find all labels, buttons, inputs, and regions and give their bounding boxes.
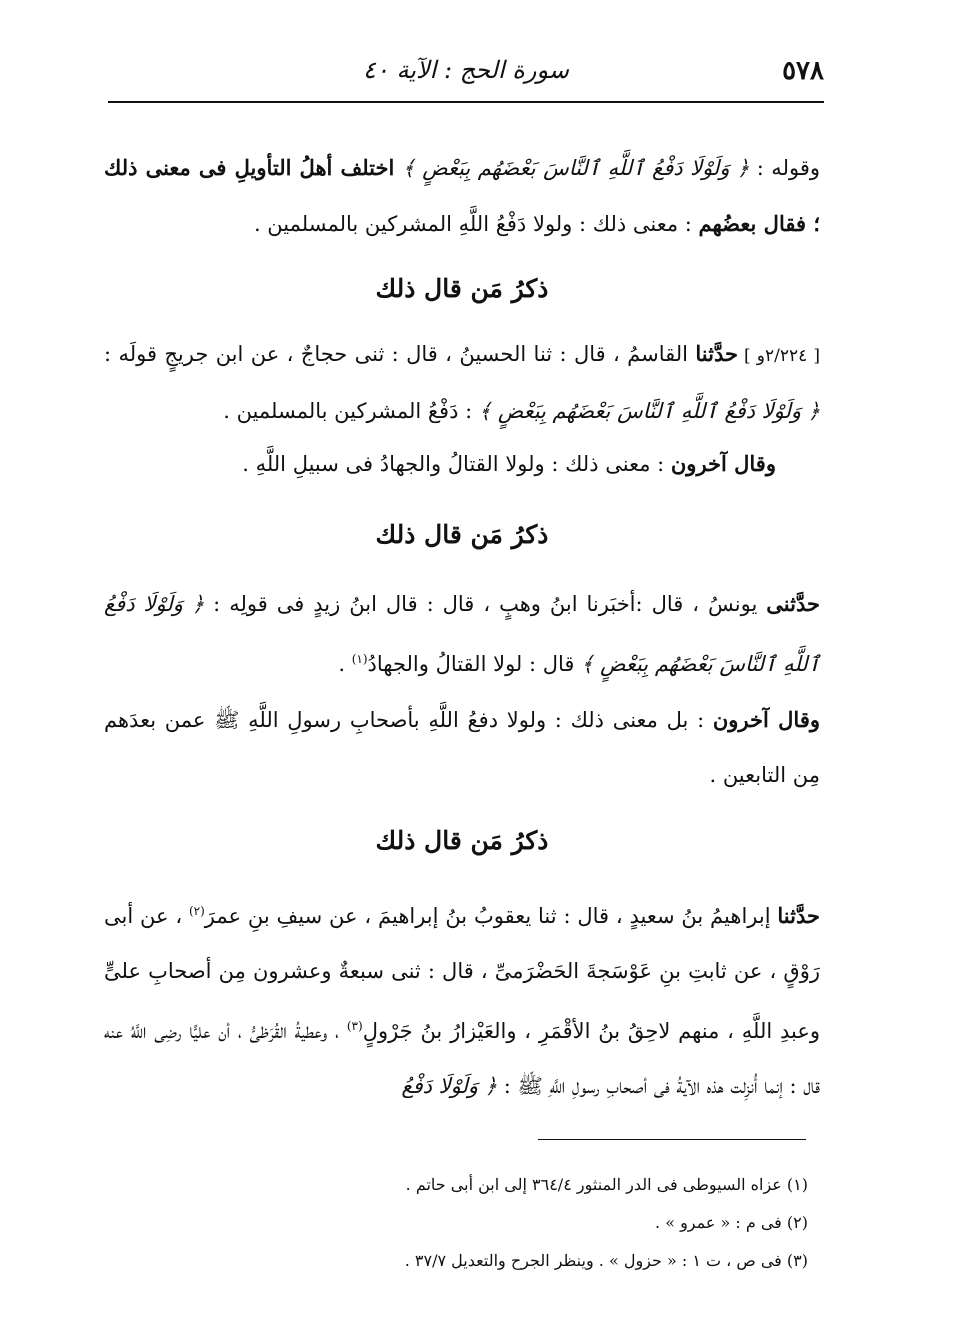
- text-run: : معنى ذلك : ولولا القتالُ والجهادُ فى سبيلِ اللَّهِ .: [242, 452, 671, 476]
- folio-reference: [ ٢/٢٢٤و ]: [737, 346, 820, 366]
- quran-verse: ﴿ وَلَوْلَا دَفْعُ ٱللَّهِ ٱلنَّاسَ بَعْضَهُم بِبَعْضٍ ﴾: [104, 592, 820, 676]
- page-number: ٥٧٨: [782, 56, 824, 86]
- text-run: .: [338, 652, 352, 676]
- narration-lead: حدَّثنا: [695, 341, 738, 366]
- text-run: إبراهيمُ بنُ سعيدٍ ، قال : ثنا يعقوبُ بنُ إبراهيمَ ، عن سيفِ بنِ عمرَ: [204, 904, 778, 928]
- footnotes: [104, 1166, 808, 1280]
- narration-lead: حدَّثنى: [766, 591, 820, 616]
- page-header: [108, 56, 824, 96]
- quran-verse: ﴿ وَلَوْلَا دَفْعُ ٱللَّهِ ٱلنَّاسَ بَعْضَهُم بِبَعْضٍ ﴾: [402, 156, 750, 180]
- footnote-marker: (٢): [188, 904, 205, 918]
- paragraph-2: [104, 326, 820, 439]
- quran-verse: ﴿ وَلَوْلَا دَفْعُ ٱللَّهِ ٱلنَّاسَ بَعْضَهُم بِبَعْضٍ ﴾: [478, 399, 820, 423]
- narration-lead: حدَّثنا: [777, 903, 820, 928]
- footnote-2: (٢) فى م : « عمرو » .: [655, 1213, 808, 1232]
- text-run: : معنى ذلك : ولولا دَفْعُ اللَّهِ المشركين بالمسلمين .: [253, 212, 699, 236]
- text-run: ، عن أبى رَوْقٍ ، عن ثابتِ بنِ عَوْسَجةَ الحَضْرَمىِّ ، قال : ثنى سبعةٌ وعشرون مِن أصحابِ علىٍّ وعبدِ اللَّهِ ، منهم لاحِقُ بنُ الأقْمَرِ ، والعَيْزارُ بنُ جَرْولٍ: [104, 904, 821, 1043]
- text-run: : دَفْعُ المشركين بالمسلمين .: [223, 399, 479, 423]
- section-heading-3: ذكرُ مَن قال ذلك: [375, 826, 549, 855]
- header-rule: [108, 101, 824, 103]
- text-run: : بل معنى ذلك : ولولا دفعُ اللَّهِ بأصحابِ رسولِ اللَّهِ ﷺ عمن بعدَهم مِن التابعين .: [104, 708, 820, 787]
- paragraph-3: [104, 436, 820, 492]
- text-run: قال : لولا القتالُ والجهادُ: [367, 652, 582, 676]
- paragraph-1: [104, 140, 820, 252]
- footnote-3: (٣) فى ص ، ت ١ : « حزول » . وينظر الجرح والتعديل ٣٧/٧ .: [404, 1251, 808, 1270]
- footnote-marker: (١): [351, 652, 368, 666]
- footnote-1: (١) عزاه السيوطى فى الدر المنثور ٣٦٤/٤ إلى ابن أبى حاتم .: [405, 1175, 808, 1194]
- quran-verse: ﴿ وَلَوْلَا دَفْعُ: [401, 1074, 498, 1098]
- paragraph-4: [104, 576, 820, 692]
- footnote-rule: [538, 1139, 806, 1140]
- paragraph-6: [104, 884, 820, 1114]
- section-heading-2: ذكرُ مَن قال ذلك: [375, 520, 549, 549]
- bold-text: وقال آخرون: [670, 451, 776, 476]
- bold-text: اختلف أهلُ التأويلِ فى معنى ذلك ؛ فقال بعضُهم: [104, 155, 820, 236]
- running-title: سورة الحج : الآية ٤٠: [363, 56, 569, 84]
- text-run: يونسُ ، قال :أخبَرنا ابنُ وهبٍ ، قال : قال ابنُ زيدٍ فى قولِه :: [204, 592, 767, 616]
- text-run: القاسمُ ، قال : ثنا الحسينُ ، قال : ثنى حجاجٌ ، عن ابن جريجٍ قولَه :: [104, 342, 696, 366]
- text-run: ، وعطيةُ القُرَظىُّ ، أن عليًّا رضِى اللَّهُ عنه قال : إنما أُنزِلت هذه الآيةُ فى أصحابِ رسولِ اللَّهِ ﷺ :: [104, 1019, 820, 1098]
- footnote-marker: (٣): [346, 1019, 363, 1033]
- section-heading-1: ذكرُ مَن قال ذلك: [375, 274, 549, 303]
- bold-text: وقال آخرون: [712, 707, 820, 732]
- text-run: وقوله :: [749, 156, 820, 180]
- paragraph-5: [104, 692, 820, 803]
